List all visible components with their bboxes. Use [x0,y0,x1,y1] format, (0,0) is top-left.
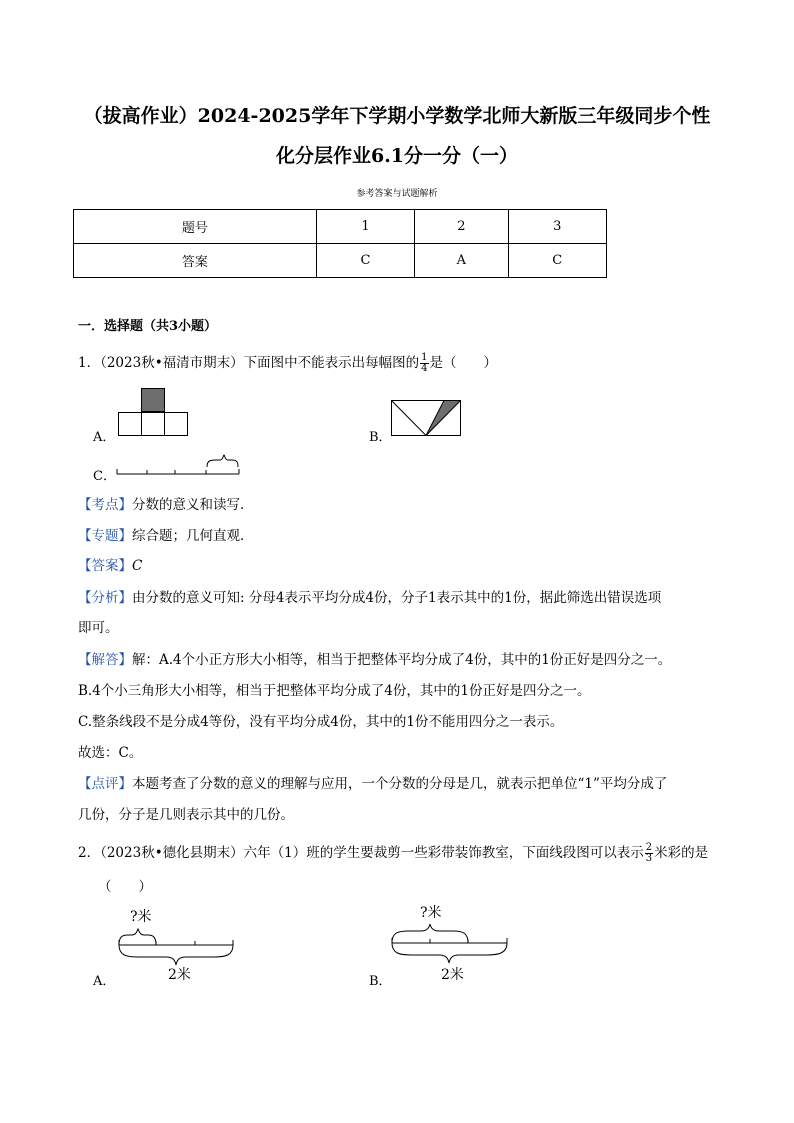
q1-dianping-text1: 本题考查了分数的意义的理解与应用，一个分数的分母是几，就表示把单位“1”平均分成了 [132,776,668,792]
q1-jieda-line3: C.整条线段不是分成4等份，没有平均分成4份，其中的1份不能用四分之一表示。 [78,714,564,730]
table-row [74,244,607,278]
q1-option-b-figure [391,400,463,438]
q1-zhuanti [78,526,254,546]
square [119,413,142,436]
brace-bottom [392,943,507,963]
q1-stem [78,353,497,374]
q2b-label-top: ?米 [420,905,442,921]
q1-jieda-label: 【解答】 [78,652,132,668]
q1-daan-label: 【答案】 [78,558,132,574]
table-cell: 2 [415,210,508,244]
brace [207,455,238,467]
q1-option-a-label: A． [93,430,116,445]
q1-fraction-numerator: 1 [421,352,428,363]
q2-option-b-label: B． [369,974,392,989]
document-subtitle: 参考答案与试题解析 [356,189,438,199]
section-heading: 一．选择题（共3小题） [78,319,218,334]
q1-fenxi-text1: 由分数的意义可知: 分母4表示平均分成4份，分子1表示其中的1份，据此筛选出错误选项 [132,590,662,606]
q1-fenxi-line2: 即可。 [78,620,119,636]
q2b-label-bottom: 2米 [441,967,464,983]
document-title-line2: 化分层作业6.1分一分（一） [275,145,519,167]
q1-fraction [420,353,428,374]
table-cell: 3 [508,210,606,244]
q2-option-a-label: A． [93,974,116,989]
q1-stem-before: 1．（2023秋•福清市期末）下面图中不能表示出每幅图的 [78,355,420,371]
brace-bottom [119,945,233,965]
table-cell: 答案 [74,244,317,278]
q1-kaodian-text: 分数的意义和读写． [132,497,254,513]
q2-stem-line2: （ ） [98,879,152,895]
q1-fenxi-label: 【分析】 [78,590,132,606]
q2a-label-bottom: 2米 [168,967,191,983]
q1-daan [78,556,142,576]
q2-stem-before: 2．（2023秋•德化县期末）六年（1）班的学生要裁剪一些彩带装饰教室，下面线段图可以表示 [78,845,644,861]
q1-jieda-line1 [78,650,671,670]
q1-option-a-figure [118,388,190,438]
q1-option-b-label: B． [369,430,392,445]
q2-stem-after: 米彩的是 [654,845,709,861]
q2-option-a-figure [118,905,236,985]
q1-option-c-figure [116,455,242,477]
q2-fraction-numerator: 2 [645,842,653,853]
q1-daan-text: C [132,558,143,574]
q1-jieda-text1: 解：A.4个小正方形大小相等，相当于把整体平均分成了4份，其中的1份正好是四分之一。 [132,652,672,668]
q2-option-b-figure [391,901,511,985]
q1-zhuanti-label: 【专题】 [78,528,132,544]
square [165,413,188,436]
answer-table [73,209,607,278]
q1-option-c-label: C． [93,469,116,484]
document-title-line1: （拔高作业）2024-2025学年下学期小学数学北师大新版三年级同步个性 [83,105,711,127]
table-row [74,210,607,244]
q1-kaodian [78,495,254,515]
q1-fenxi-line1 [78,588,661,608]
q1-jieda-line2: B.4个小三角形大小相等，相当于把整体平均分成了4份，其中的1份正好是四分之一。 [78,683,591,699]
table-cell: C [508,244,606,278]
q1-stem-after: 是（ ） [429,355,498,371]
table-cell: A [415,244,508,278]
brace-top [119,929,156,945]
q2a-label-top: ?米 [130,909,152,925]
q2-fraction-denominator: 3 [645,853,653,864]
q1-fraction-denominator: 4 [421,363,428,374]
table-cell: 1 [316,210,414,244]
table-cell: 题号 [74,210,317,244]
q1-jieda-line4: 故选：C。 [78,745,143,761]
q1-kaodian-label: 【考点】 [78,497,132,513]
q1-dianping-line1 [78,774,667,794]
q1-dianping-label: 【点评】 [78,776,132,792]
shaded-square [142,389,165,412]
q1-dianping-line2: 几份，分子是几则表示其中的几份。 [78,807,294,823]
table-cell: C [316,244,414,278]
q2-fraction [645,843,653,864]
q1-zhuanti-text: 综合题；几何直观． [132,528,254,544]
q2-stem [78,843,708,864]
square [142,413,165,436]
